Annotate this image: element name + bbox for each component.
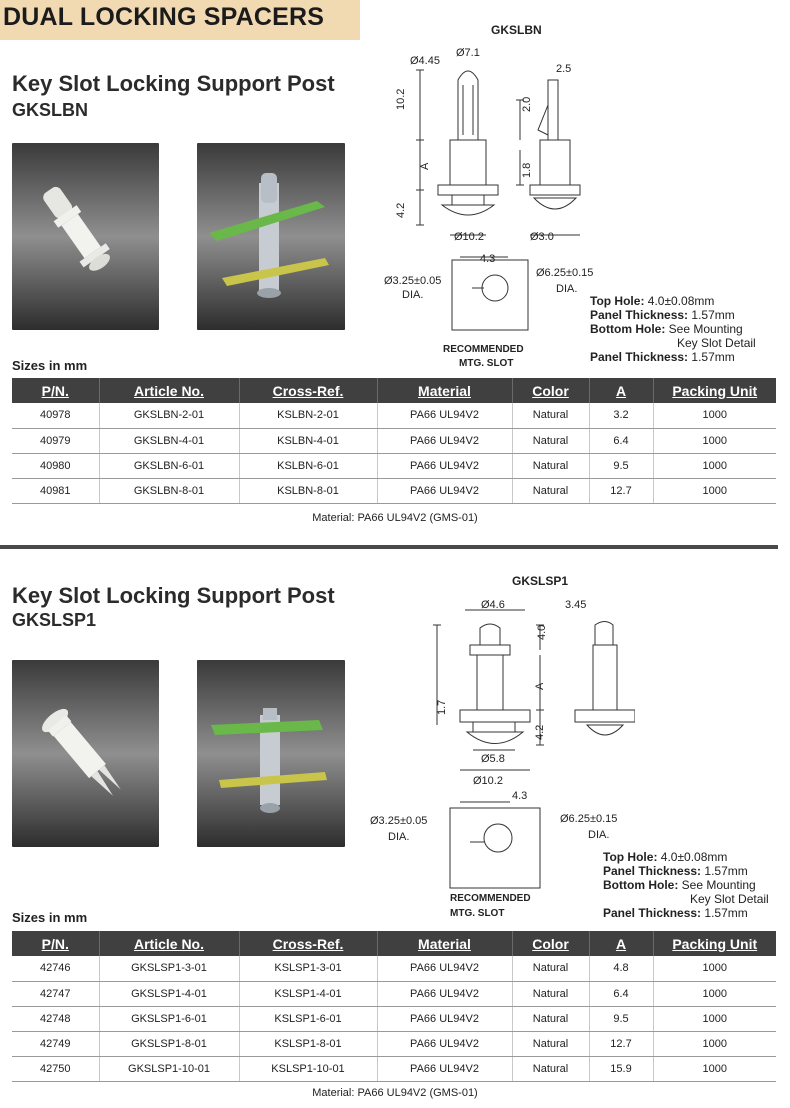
product-photo-single [12, 143, 159, 330]
dim-hole-big: Ø6.25±0.15 [560, 813, 618, 825]
col-header: P/N. [12, 378, 99, 403]
product-title: Key Slot Locking Support Post [12, 71, 335, 96]
sizes-label: Sizes in mm [12, 358, 88, 373]
dim-d3: 3.45 [565, 599, 587, 611]
table-row: 40978 GKSLBN-2-01 KSLBN-2-01 PA66 UL94V2 Natural 3.2 1000 [12, 403, 776, 428]
table-row: 42749 GKSLSP1-8-01 KSLSP1-8-01 PA66 UL94V2 Natural 12.7 1000 [12, 1031, 776, 1056]
table-row: 42748 GKSLSP1-6-01 KSLSP1-6-01 PA66 UL94V2 Natural 9.5 1000 [12, 1006, 776, 1031]
col-header: Article No. [99, 378, 239, 403]
section-gkslbn [0, 0, 790, 540]
table-row: 42750 GKSLSP1-10-01 KSLSP1-10-01 PA66 UL94V2 Natural 15.9 1000 [12, 1056, 776, 1081]
col-header: Packing Unit [653, 931, 776, 956]
product-code: GKSLBN [12, 100, 88, 120]
table-row: 40980 GKSLBN-6-01 KSLBN-6-01 PA66 UL94V2 Natural 9.5 1000 [12, 453, 776, 478]
recommended-label: RECOMMENDED [443, 344, 524, 355]
recommended-label: RECOMMENDED [450, 893, 531, 904]
dim-d2: 4.0 [536, 624, 548, 640]
dim-d4: 1.7 [436, 699, 448, 715]
mounting-notes: Top Hole: 4.0±0.08mm Panel Thickness: 1.57mm Bottom Hole: See Mounting Key Slot Detail Panel Thickness: 1.57mm [590, 294, 756, 364]
technical-drawing [380, 40, 600, 340]
dim-hole-small: Ø3.25±0.05 [370, 815, 428, 827]
col-header: Material [377, 931, 512, 956]
dim-d9: Ø10.2 [454, 231, 484, 243]
table-row: 40979 GKSLBN-4-01 KSLBN-4-01 PA66 UL94V2 Natural 6.4 1000 [12, 428, 776, 453]
product-photo-single [12, 660, 159, 847]
dim-d5: 2.0 [521, 96, 533, 112]
product-code: GKSLSP1 [12, 610, 97, 630]
col-header: A [589, 931, 653, 956]
product-photo-assembled [197, 660, 345, 847]
table-row: 40981 GKSLBN-8-01 KSLBN-8-01 PA66 UL94V2 Natural 12.7 1000 [12, 478, 776, 503]
dim-d2: Ø7.1 [456, 47, 480, 59]
drawing-title: GKSLSP1 [512, 574, 569, 588]
dim-hole-big: Ø6.25±0.15 [536, 267, 594, 279]
col-header: Article No. [99, 931, 239, 956]
dim-d8: Ø10.2 [473, 775, 503, 787]
technical-drawing [415, 590, 635, 790]
dim-d3: 2.5 [556, 63, 572, 75]
col-header: Material [377, 378, 512, 403]
mounting-notes: Top Hole: 4.0±0.08mm Panel Thickness: 1.57mm Bottom Hole: See Mounting Key Slot Detail Panel Thickness: 1.57mm [603, 850, 769, 920]
material-note: Material: PA66 UL94V2 (GMS-01) [312, 512, 478, 524]
mtg-slot-label: MTG. SLOT [459, 358, 514, 369]
table-row: 42747 GKSLSP1-4-01 KSLSP1-4-01 PA66 UL94V2 Natural 6.4 1000 [12, 981, 776, 1006]
mtg-slot-label: MTG. SLOT [450, 908, 505, 919]
dim-d7: Ø5.8 [481, 753, 505, 765]
col-header: Color [512, 378, 589, 403]
spec-table [12, 931, 776, 1082]
table-header-row [12, 931, 776, 956]
dim-slot-width: 4.3 [512, 790, 528, 802]
product-title: Key Slot Locking Support Post [12, 583, 335, 608]
dim-hole-small: Ø3.25±0.05 [384, 275, 442, 287]
product-photo-assembled [197, 143, 345, 330]
dim-d6: 4.2 [534, 724, 546, 740]
dim-d4: 10.2 [395, 88, 407, 110]
dim-d6: A [419, 162, 431, 170]
dim-d7: 1.8 [521, 162, 533, 178]
dim-hole-small-dia: DIA. [402, 289, 424, 301]
dim-slot-width: 4.3 [480, 253, 496, 265]
table-row: 42746 GKSLSP1-3-01 KSLSP1-3-01 PA66 UL94V2 Natural 4.8 1000 [12, 956, 776, 981]
banner-title: DUAL LOCKING SPACERS [3, 3, 325, 31]
dim-hole-big-dia: DIA. [588, 829, 610, 841]
dim-d8: 4.2 [395, 202, 407, 218]
col-header: Packing Unit [653, 378, 776, 403]
dim-d5: A [534, 682, 546, 690]
col-header: A [589, 378, 653, 403]
table-header-row [12, 378, 776, 403]
dim-hole-big-dia: DIA. [556, 283, 578, 295]
spec-table [12, 378, 776, 504]
col-header: P/N. [12, 931, 99, 956]
dim-d10: Ø3.0 [530, 231, 554, 243]
section-divider [0, 545, 778, 549]
col-header: Cross-Ref. [239, 931, 377, 956]
sizes-label: Sizes in mm [12, 910, 88, 925]
material-note: Material: PA66 UL94V2 (GMS-01) [312, 1087, 478, 1099]
col-header: Color [512, 931, 589, 956]
dim-d1: Ø4.45 [410, 55, 440, 67]
drawing-title: GKSLBN [491, 23, 542, 37]
dim-hole-small-dia: DIA. [388, 831, 410, 843]
section-gkslsp1 [0, 560, 790, 1108]
col-header: Cross-Ref. [239, 378, 377, 403]
mounting-slot-drawing [360, 790, 620, 900]
dim-d1: Ø4.6 [481, 599, 505, 611]
